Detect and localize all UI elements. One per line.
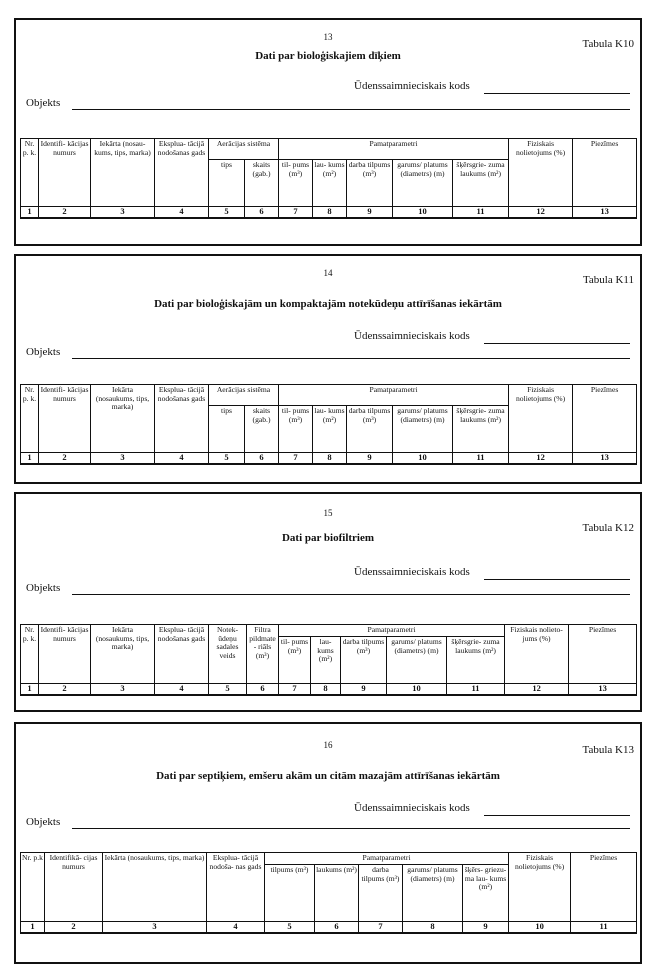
col-fiz-header: Fiziskais nolietojums (%) [509,853,571,922]
water-code-field[interactable] [484,815,630,816]
col-iekarta-header: Iekārta (nosaukums, tips, marka) [91,625,155,684]
col-piez-header: Piezīmes [573,385,637,453]
col-garums-header: garums/ platums (diametrs) (m) [387,637,447,684]
col-number: 11 [453,207,509,218]
object-field[interactable] [72,594,630,595]
data-table [20,624,637,696]
col-number: 9 [347,453,393,464]
page-number: 13 [323,32,333,42]
col-number: 7 [279,684,311,695]
col-number: 3 [91,207,155,218]
col-eksp-header: Eksplua- tācijā nodošanas gads [155,385,209,453]
col-iekarta-header: Iekārta (nosaukums, tips, marka) [103,853,207,922]
col-number: 7 [279,207,313,218]
water-code-label: Ūdenssaimnieciskais kods [354,330,470,342]
col-skers-header: šķērs- griezu- ma lau- kums (m²) [463,865,509,922]
col-fiz-header: Fiziskais nolietojums (%) [509,139,573,207]
col-number: 10 [393,207,453,218]
col-laukums-header: lau- kums (m²) [311,637,341,684]
col-pamat-header: Pamatparametri [279,385,509,406]
col-number: 4 [155,453,209,464]
object-field[interactable] [72,828,630,829]
form-title: Dati par biofiltriem [281,532,375,544]
col-number: 13 [569,684,637,695]
col-pamat-header: Pamatparametri [279,625,505,637]
col-darba-header: darba tilpums (m³) [341,637,387,684]
form-k10 [14,18,642,246]
col-laukums-header: lau- kums (m²) [313,160,347,207]
form-k11 [14,254,642,484]
col-number: 11 [453,453,509,464]
col-number: 3 [91,453,155,464]
col-tilpums-header: til- pums (m³) [279,406,313,453]
col-tips-header: tips [209,406,245,453]
col-number: 10 [387,684,447,695]
object-label: Objekts [26,582,61,594]
col-number: 4 [155,207,209,218]
col-nr-header: Nr. p. k. [21,385,39,453]
form-title: Dati par septiķiem, emšeru akām un citām mazajām attīrīšanas iekārtām [156,770,500,782]
col-number: 9 [463,922,509,933]
page-number: 14 [323,268,333,278]
col-number: 11 [571,922,637,933]
table-label: Tabula K11 [582,274,634,286]
col-number: 5 [209,207,245,218]
col-number: 3 [91,684,155,695]
col-number: 8 [313,453,347,464]
water-code-field[interactable] [484,93,630,94]
col-number: 8 [403,922,463,933]
col-garums-header: garums/ platums (diametrs) (m) [403,865,463,922]
object-field[interactable] [72,109,630,110]
col-laukums-header: lau- kums (m²) [313,406,347,453]
col-aer-header: Aerācijas sistēma [209,385,279,406]
col-piez-header: Piezīmes [571,853,637,922]
col-pamat-header: Pamatparametri [265,853,509,865]
table-label: Tabula K10 [582,38,634,50]
col-ident-header: Identifi- kācijas numurs [39,625,91,684]
col-laukums-header: laukums (m²) [315,865,359,922]
col-iekarta-header: Iekārta (nosaukums, tips, marka) [91,385,155,453]
form-title: Dati par bioloģiskajiem dīķiem [255,50,401,62]
page-number: 16 [323,740,333,750]
col-number: 9 [341,684,387,695]
col-number: 3 [103,922,207,933]
col-number: 9 [347,207,393,218]
form-k12 [14,492,642,712]
col-number: 5 [209,453,245,464]
col-number: 5 [209,684,247,695]
water-code-label: Ūdenssaimnieciskais kods [354,80,470,92]
col-number: 1 [21,207,39,218]
col-eksp-header: Eksplua- tācijā nodošanas gads [155,139,209,207]
data-table [20,852,637,934]
col-tilpums-header: til- pums (m³) [279,160,313,207]
page-number: 15 [323,508,333,518]
object-label: Objekts [26,346,61,358]
water-code-label: Ūdenssaimnieciskais kods [354,802,470,814]
table-label: Tabula K13 [582,744,634,756]
object-field[interactable] [72,358,630,359]
col-number: 6 [315,922,359,933]
form-title: Dati par bioloģiskajām un kompaktajām notekūdeņu attīrīšanas iekārtām [154,298,502,310]
col-darba-header: darba tilpums (m³) [347,406,393,453]
col-skers-header: šķērsgrie- zuma laukums (m²) [453,406,509,453]
col-number: 6 [245,207,279,218]
col-skers-header: šķērsgrie- zuma laukums (m²) [453,160,509,207]
col-tilpums-header: til- pums (m³) [279,637,311,684]
col-piez-header: Piezīmes [573,139,637,207]
col-darba-header: darba tilpums (m³) [359,865,403,922]
col-nr-header: Nr. p.k [21,853,45,922]
col-tilpums-header: tilpums (m³) [265,865,315,922]
col-notek-header: Notek- ūdeņu sadales veids [209,625,247,684]
col-aer-header: Aerācijas sistēma [209,139,279,160]
object-label: Objekts [26,816,61,828]
col-number: 2 [39,453,91,464]
col-number: 7 [279,453,313,464]
water-code-field[interactable] [484,343,630,344]
col-eksp-header: Eksplua- tācijā nodošanas gads [155,625,209,684]
col-piez-header: Piezīmes [569,625,637,684]
col-number: 1 [21,684,39,695]
col-number: 6 [247,684,279,695]
col-filtra-header: Filtra pildmate- riāls (m³) [247,625,279,684]
col-tips-header: tips [209,160,245,207]
col-ident-header: Identifi- kācijas numurs [39,139,91,207]
col-number: 13 [573,207,637,218]
col-number: 5 [265,922,315,933]
col-nr-header: Nr. p. k. [21,625,39,684]
col-number: 1 [21,922,45,933]
water-code-label: Ūdenssaimnieciskais kods [354,566,470,578]
col-iekarta-header: Iekārta (nosau- kums, tips, marka) [91,139,155,207]
data-table [20,384,637,465]
col-number: 6 [245,453,279,464]
col-number: 11 [447,684,505,695]
col-number: 2 [39,207,91,218]
col-number: 10 [393,453,453,464]
col-number: 4 [155,684,209,695]
col-number: 10 [509,922,571,933]
object-label: Objekts [26,97,61,109]
col-number: 12 [509,207,573,218]
col-fiz-header: Fiziskais nolietojums (%) [509,385,573,453]
col-number: 13 [573,453,637,464]
water-code-field[interactable] [484,579,630,580]
col-number: 12 [509,453,573,464]
col-number: 12 [505,684,569,695]
col-pamat-header: Pamatparametri [279,139,509,160]
col-skaits-header: skaits (gab.) [245,160,279,207]
col-nr-header: Nr. p. k. [21,139,39,207]
col-fiz-header: Fiziskais nolieto- jums (%) [505,625,569,684]
col-number: 4 [207,922,265,933]
form-k13 [14,722,642,964]
col-skaits-header: skaits (gab.) [245,406,279,453]
col-eksp-header: Eksplua- tācijā nodoša- nas gads [207,853,265,922]
col-number: 7 [359,922,403,933]
col-garums-header: garums/ platums (diametrs) (m) [393,160,453,207]
col-darba-header: darba tilpums (m³) [347,160,393,207]
col-number: 2 [39,684,91,695]
table-label: Tabula K12 [582,522,634,534]
col-number: 8 [313,207,347,218]
col-ident-header: Identifikā- cijas numurs [45,853,103,922]
col-number: 8 [311,684,341,695]
data-table [20,138,637,219]
col-skers-header: šķērsgrie- zuma laukums (m²) [447,637,505,684]
col-number: 2 [45,922,103,933]
col-number: 1 [21,453,39,464]
col-ident-header: Identifi- kācijas numurs [39,385,91,453]
col-garums-header: garums/ platums (diametrs) (m) [393,406,453,453]
